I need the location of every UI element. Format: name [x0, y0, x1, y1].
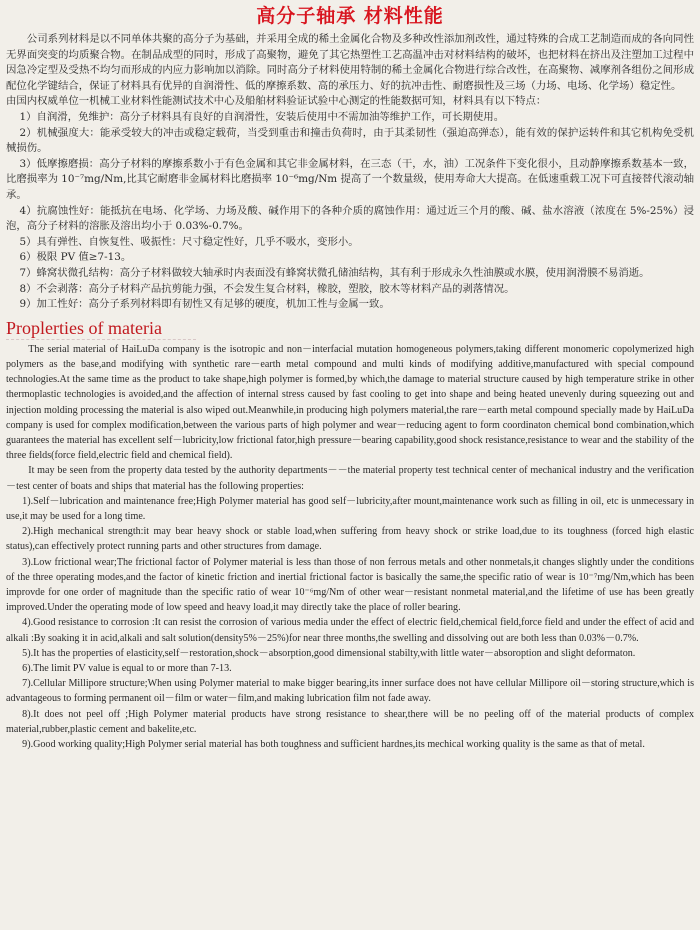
- en-property-item-7: 7).Cellular Millipore structure;When using Polymer material to make bigger bearing,its inner surface does not have cellular Millipore oil－storing structure,which is advantageous to forming permanent oil－film or water－film,and making lubrication film not fade away.: [6, 678, 694, 705]
- zh-property-item-8: 8）不会剥落：高分子材料产品抗剪能力强，不会发生复合材料，橡胶，塑胶，胶木等材料产品的剥落情况。: [19, 282, 515, 295]
- en-property-item-8: 8).It does not peel off ;High Polymer material products have strong resistance to shear,there will be no peeling off of the material products of complex material,rubber,plastic cement and bakelite,etc.: [6, 708, 694, 735]
- en-property-item-4: 4).Good resistance to corrosion :It can resist the corrosion of various media under the effect of electric field,chemical field,force field and under the effect of acid and alkali :By soaking it in acid,alkali and salt solution(density5%－25%)for near three months,the swelling and dissolving out are both less than 0.03%－0.7%.: [6, 617, 694, 644]
- en-property-item-6: 6).The limit PV value is equal to or more than 7-13.: [22, 662, 232, 674]
- zh-property-item-4: 4）抗腐蚀性好：能抵抗在电场、化学场、力场及酸、碱作用下的各种介质的腐蚀作用：通过近三个月的酸、碱、盐水溶液（浓度在 5%-25%）浸泡，高分子材料的溶胀及溶出均小于 0.03%-0.7%。: [6, 204, 694, 233]
- zh-intro-paragraph: 公司系列材料是以不同单体共聚的高分子为基础，并采用全成的稀土金属化合物及多种改性添加剂改性，通过特殊的合成工艺制造而成的各向同性无界面突变的均质聚合物。在制品成型的同时，形成了高聚物，避免了其它热塑性工艺高温冲击对材料结构的破坏，也把材料在挤出及注塑加工过程中因急冷定型及受热不均匀而形成的内应力影响加以消除。同时高分子材料使用特制的稀土金属化合物进行综合改性，在高聚物、减摩剂各组份之间形成配位化学键结合，保证了材料具有优异的自润滑性、低的摩擦系数、高的承压力、好的抗冲击性、耐磨损性及三场（力场、电场、化学场）稳定性。: [6, 33, 694, 92]
- en-property-item-1: 1).Self－lubrication and maintenance free;High Polymer material has good self－lubricity,after mount,maintenance work such as filling in oil, etc is unmecessary in use,it may be used for a long time.: [6, 495, 694, 522]
- zh-property-item-3: 3）低摩擦磨损：高分子材料的摩擦系数小于有色金属和其它非金属材料，在三态（干，水，油）工况条件下变化很小，且动静摩擦系数基本一致，比磨损率为 10⁻⁷mg/Nm,比其它耐磨非金属材料比磨损率 10⁻⁶mg/Nm 提高了一个数量级，使用寿命大大提高。在低速重载工况下可直接替代滚动轴承。: [6, 157, 694, 201]
- zh-property-item-5: 5）具有弹性、自恢复性、吸振性：尺寸稳定性好，几乎不吸水，变形小。: [19, 235, 359, 248]
- en-property-item-9: 9).Good working quality;High Polymer serial material has both toughness and sufficient hardnes,its mechical working quality is the same as that of metal.: [22, 738, 645, 750]
- en-property-item-5: 5).It has the properties of elasticity,self－restoration,shock－absorption,good dimensional stabilty,with little water－absoroption and slight deformaton.: [22, 647, 636, 659]
- zh-property-item-7: 7）蜂窝状微孔结构：高分子材料做较大轴承时内表面没有蜂窝状微孔储油结构，其有利于形成永久性油膜或水膜，使用润滑膜不易消逝。: [19, 266, 650, 279]
- zh-property-item-2: 2）机械强度大：能承受较大的冲击或稳定载荷，当受到重击和撞击负荷时，由于其柔韧性（强迫高弹态），能有效的保护运转件和其它机构免受机械损伤。: [6, 126, 694, 155]
- en-property-item-3: 3).Low frictional wear;The frictional factor of Polymer material is less than those of non ferrous metals and other nonmetals,it changes slightly under the conditions of the three operating modes,and the factor of kinetic friction and inertial frictional factor is basically the same,the specific ratio of wear is 10⁻⁷mg/Nm,which has been improvde for one order of magnitude than the specific ratio of wear 10⁻⁶mg/Nm of other wear－resistant nonmetal material,and the lifetime of use has been greatly improved.Under the operating mode of low speed and heavy load,it may directly take the place of roller bearing.: [6, 556, 694, 614]
- chinese-section: [6, 32, 694, 313]
- english-section-heading: Proplerties of materia: [6, 317, 196, 340]
- en-property-item-2: 2).High mechanical strength:it may bear heavy shock or stable load,when suffering from heavy shock or strike load,due to its toughness (forced high elastic status),can effectively protect running parts and other structures from damage.: [6, 526, 694, 553]
- en-intro-paragraph: The serial material of HaiLuDa company is the isotropic and non－interfacial mutation homogeneous polymers,taking different monomeric copolymerized high polymers as the base,and modifying with synthetic rare－earth metal compound and multi kinds of modifying additive,manufactured with special compound technologies.At the same time as the product to take shape,high polymer is formed,by which,the damage to material structure caused by high temperature strike in other thermoplastic technologies is avoided,and the affection of internal stress caused by fast cooling to get into shape and being heated unevenly during squeezing out and injection molding processing the material is also wiped out.Meanwhile,in producing high polymers material,the rare－earth metal compound specially made by HaiLuDa company is used for complex modification,between the various parts of high polymer and wear－reducing agent to form coordinaton chemical bond combination,which guarantees the material has excellent self－lubricity,low frictional fator,high pressure－bearing capability,good shock resistance,resistance to wear and the stability of the three fields(force field,electric field and chemical field).: [6, 343, 694, 462]
- english-section: [6, 342, 694, 752]
- en-source-paragraph: It may be seen from the property data tested by the authority departments－－the material property test technical center of mechanical industry and the verification－test center of boats and ships that material has the following properties:: [6, 465, 694, 492]
- zh-property-item-9: 9）加工性好：高分子系列材料即有韧性又有足够的硬度，机加工性与金属一致。: [19, 298, 390, 311]
- zh-property-item-6: 6）极限 PV 值≥7-13。: [19, 251, 132, 264]
- page-title: 高分子轴承 材料性能: [256, 5, 444, 27]
- zh-source-paragraph: 由国内权威单位一机械工业材料性能测试技术中心及船舶材料验证试验中心测定的性能数据可知，材料具有以下特点：: [6, 95, 547, 108]
- zh-property-item-1: 1）自润滑，免维护：高分子材料具有良好的自润滑性，安装后使用中不需加油等维护工作，可长期使用。: [19, 110, 505, 123]
